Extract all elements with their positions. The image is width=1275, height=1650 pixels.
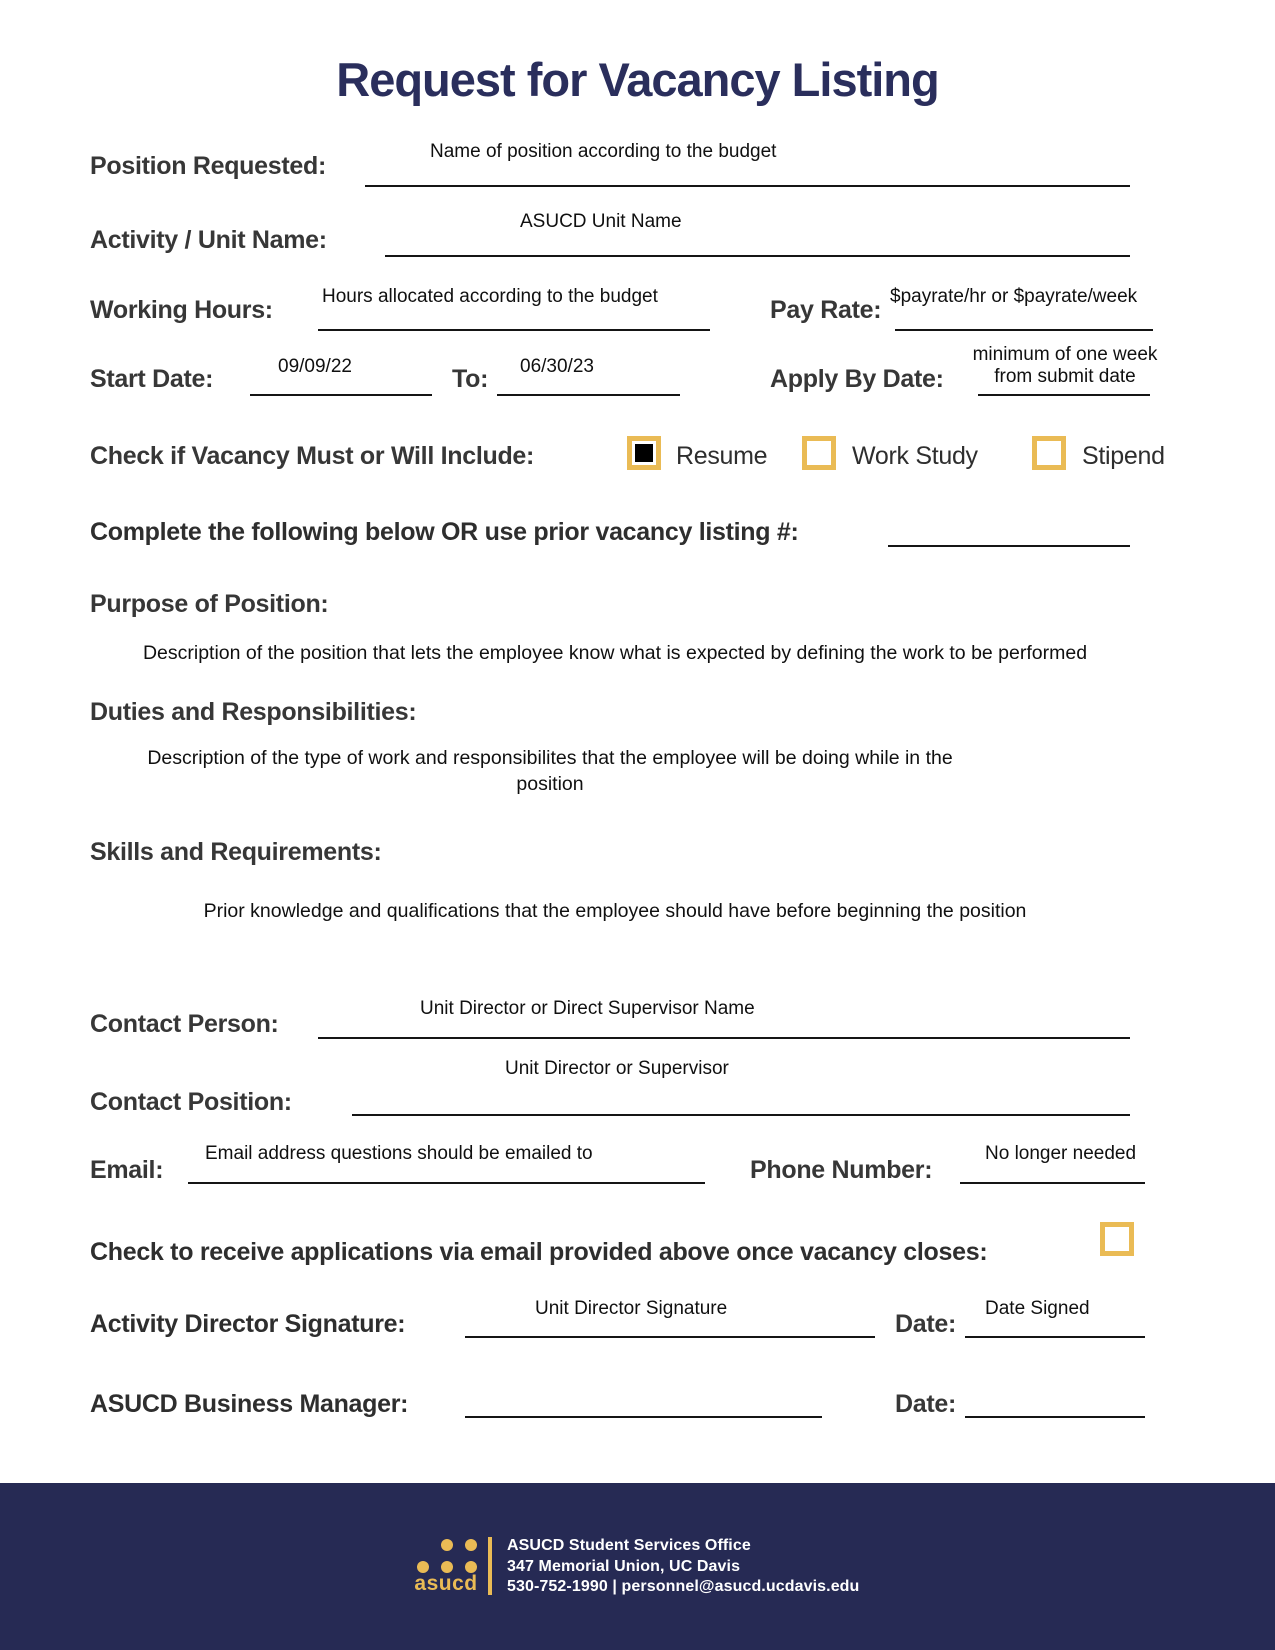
- activity-unit-name-line[interactable]: [385, 255, 1130, 257]
- start-date-line[interactable]: [250, 394, 432, 396]
- end-date-label: To:: [452, 365, 489, 393]
- prior-listing-label: Complete the following below OR use prior vacancy listing #:: [90, 518, 799, 546]
- page-title: Request for Vacancy Listing: [336, 53, 939, 106]
- start-date-value: 09/09/22: [278, 356, 352, 377]
- asucd-wordmark: asucd: [414, 1572, 478, 1595]
- apply-by-date-hint: [955, 344, 1175, 388]
- resume-checkbox[interactable]: [627, 436, 661, 470]
- pay-rate-label: Pay Rate:: [770, 296, 882, 324]
- contact-person-placeholder: Unit Director or Direct Supervisor Name: [420, 998, 755, 1019]
- phone-number-line[interactable]: [960, 1182, 1145, 1184]
- stipend-checkbox-label: Stipend: [1082, 442, 1165, 470]
- skills-description: Prior knowledge and qualifications that the employee should have before beginning the position: [203, 900, 1027, 922]
- contact-position-label: Contact Position:: [90, 1088, 292, 1116]
- apply-by-date-hint-line1: minimum of one week: [972, 344, 1158, 365]
- position-requested-placeholder: Name of position according to the budget: [430, 141, 777, 162]
- pay-rate-placeholder: $payrate/hr or $payrate/week: [890, 286, 1138, 307]
- work-study-checkbox-label: Work Study: [852, 442, 978, 470]
- purpose-description: Description of the position that lets the employee know what is expected by defining the work to be performed: [142, 642, 1088, 664]
- receive-applications-label: Check to receive applications via email provided above once vacancy closes:: [90, 1238, 988, 1266]
- phone-number-label: Phone Number:: [750, 1156, 933, 1184]
- activity-unit-name-label: Activity / Unit Name:: [90, 226, 327, 254]
- prior-listing-line[interactable]: [888, 545, 1130, 547]
- end-date-line[interactable]: [497, 394, 680, 396]
- activity-director-date-label: Date:: [895, 1310, 957, 1338]
- end-date-value: 06/30/23: [520, 356, 594, 377]
- activity-director-date-line[interactable]: [965, 1336, 1145, 1338]
- resume-checkbox-label: Resume: [676, 442, 768, 470]
- stipend-checkbox[interactable]: [1032, 436, 1066, 470]
- include-prompt: Check if Vacancy Must or Will Include:: [90, 442, 535, 470]
- activity-director-date-placeholder: Date Signed: [985, 1298, 1090, 1319]
- footer-contact-block: [507, 1536, 859, 1598]
- work-study-checkbox[interactable]: [802, 436, 836, 470]
- contact-person-line[interactable]: [318, 1037, 1130, 1039]
- email-placeholder: Email address questions should be emailed to: [205, 1143, 593, 1164]
- business-manager-label: ASUCD Business Manager:: [90, 1390, 409, 1418]
- email-line[interactable]: [188, 1182, 705, 1184]
- purpose-heading: Purpose of Position:: [90, 590, 329, 618]
- footer-divider-bar: [488, 1537, 492, 1595]
- email-label: Email:: [90, 1156, 164, 1184]
- duties-description: Description of the type of work and responsibilites that the employee will be doing while in the position: [147, 747, 953, 795]
- footer-contact-line: 530-752-1990 | personnel@asucd.ucdavis.edu: [507, 1578, 860, 1595]
- contact-position-placeholder: Unit Director or Supervisor: [505, 1058, 729, 1079]
- working-hours-placeholder: Hours allocated according to the budget: [322, 286, 658, 307]
- activity-director-signature-placeholder: Unit Director Signature: [535, 1298, 728, 1319]
- phone-number-placeholder: No longer needed: [985, 1143, 1137, 1164]
- business-manager-date-line[interactable]: [965, 1416, 1145, 1418]
- activity-unit-name-placeholder: ASUCD Unit Name: [520, 211, 682, 232]
- logo-dot: [465, 1539, 477, 1551]
- pay-rate-line[interactable]: [895, 329, 1153, 331]
- skills-heading: Skills and Requirements:: [90, 838, 382, 866]
- position-requested-label: Position Requested:: [90, 152, 326, 180]
- business-manager-date-label: Date:: [895, 1390, 957, 1418]
- apply-by-date-line[interactable]: [978, 394, 1150, 396]
- activity-director-signature-line[interactable]: [465, 1336, 875, 1338]
- footer-office: ASUCD Student Services Office: [507, 1537, 751, 1554]
- duties-heading: Duties and Responsibilities:: [90, 698, 417, 726]
- position-requested-line[interactable]: [365, 185, 1130, 187]
- contact-position-line[interactable]: [352, 1114, 1130, 1116]
- working-hours-label: Working Hours:: [90, 296, 273, 324]
- logo-dot: [441, 1539, 453, 1551]
- contact-person-label: Contact Person:: [90, 1010, 279, 1038]
- working-hours-line[interactable]: [318, 329, 710, 331]
- footer-address: 347 Memorial Union, UC Davis: [507, 1557, 741, 1575]
- start-date-label: Start Date:: [90, 365, 214, 393]
- activity-director-signature-label: Activity Director Signature:: [90, 1310, 406, 1338]
- receive-applications-checkbox[interactable]: [1100, 1222, 1134, 1256]
- apply-by-date-label: Apply By Date:: [770, 365, 944, 393]
- apply-by-date-hint-line2: from submit date: [994, 366, 1136, 387]
- resume-checkbox-fill: [635, 444, 653, 462]
- business-manager-line[interactable]: [465, 1416, 822, 1418]
